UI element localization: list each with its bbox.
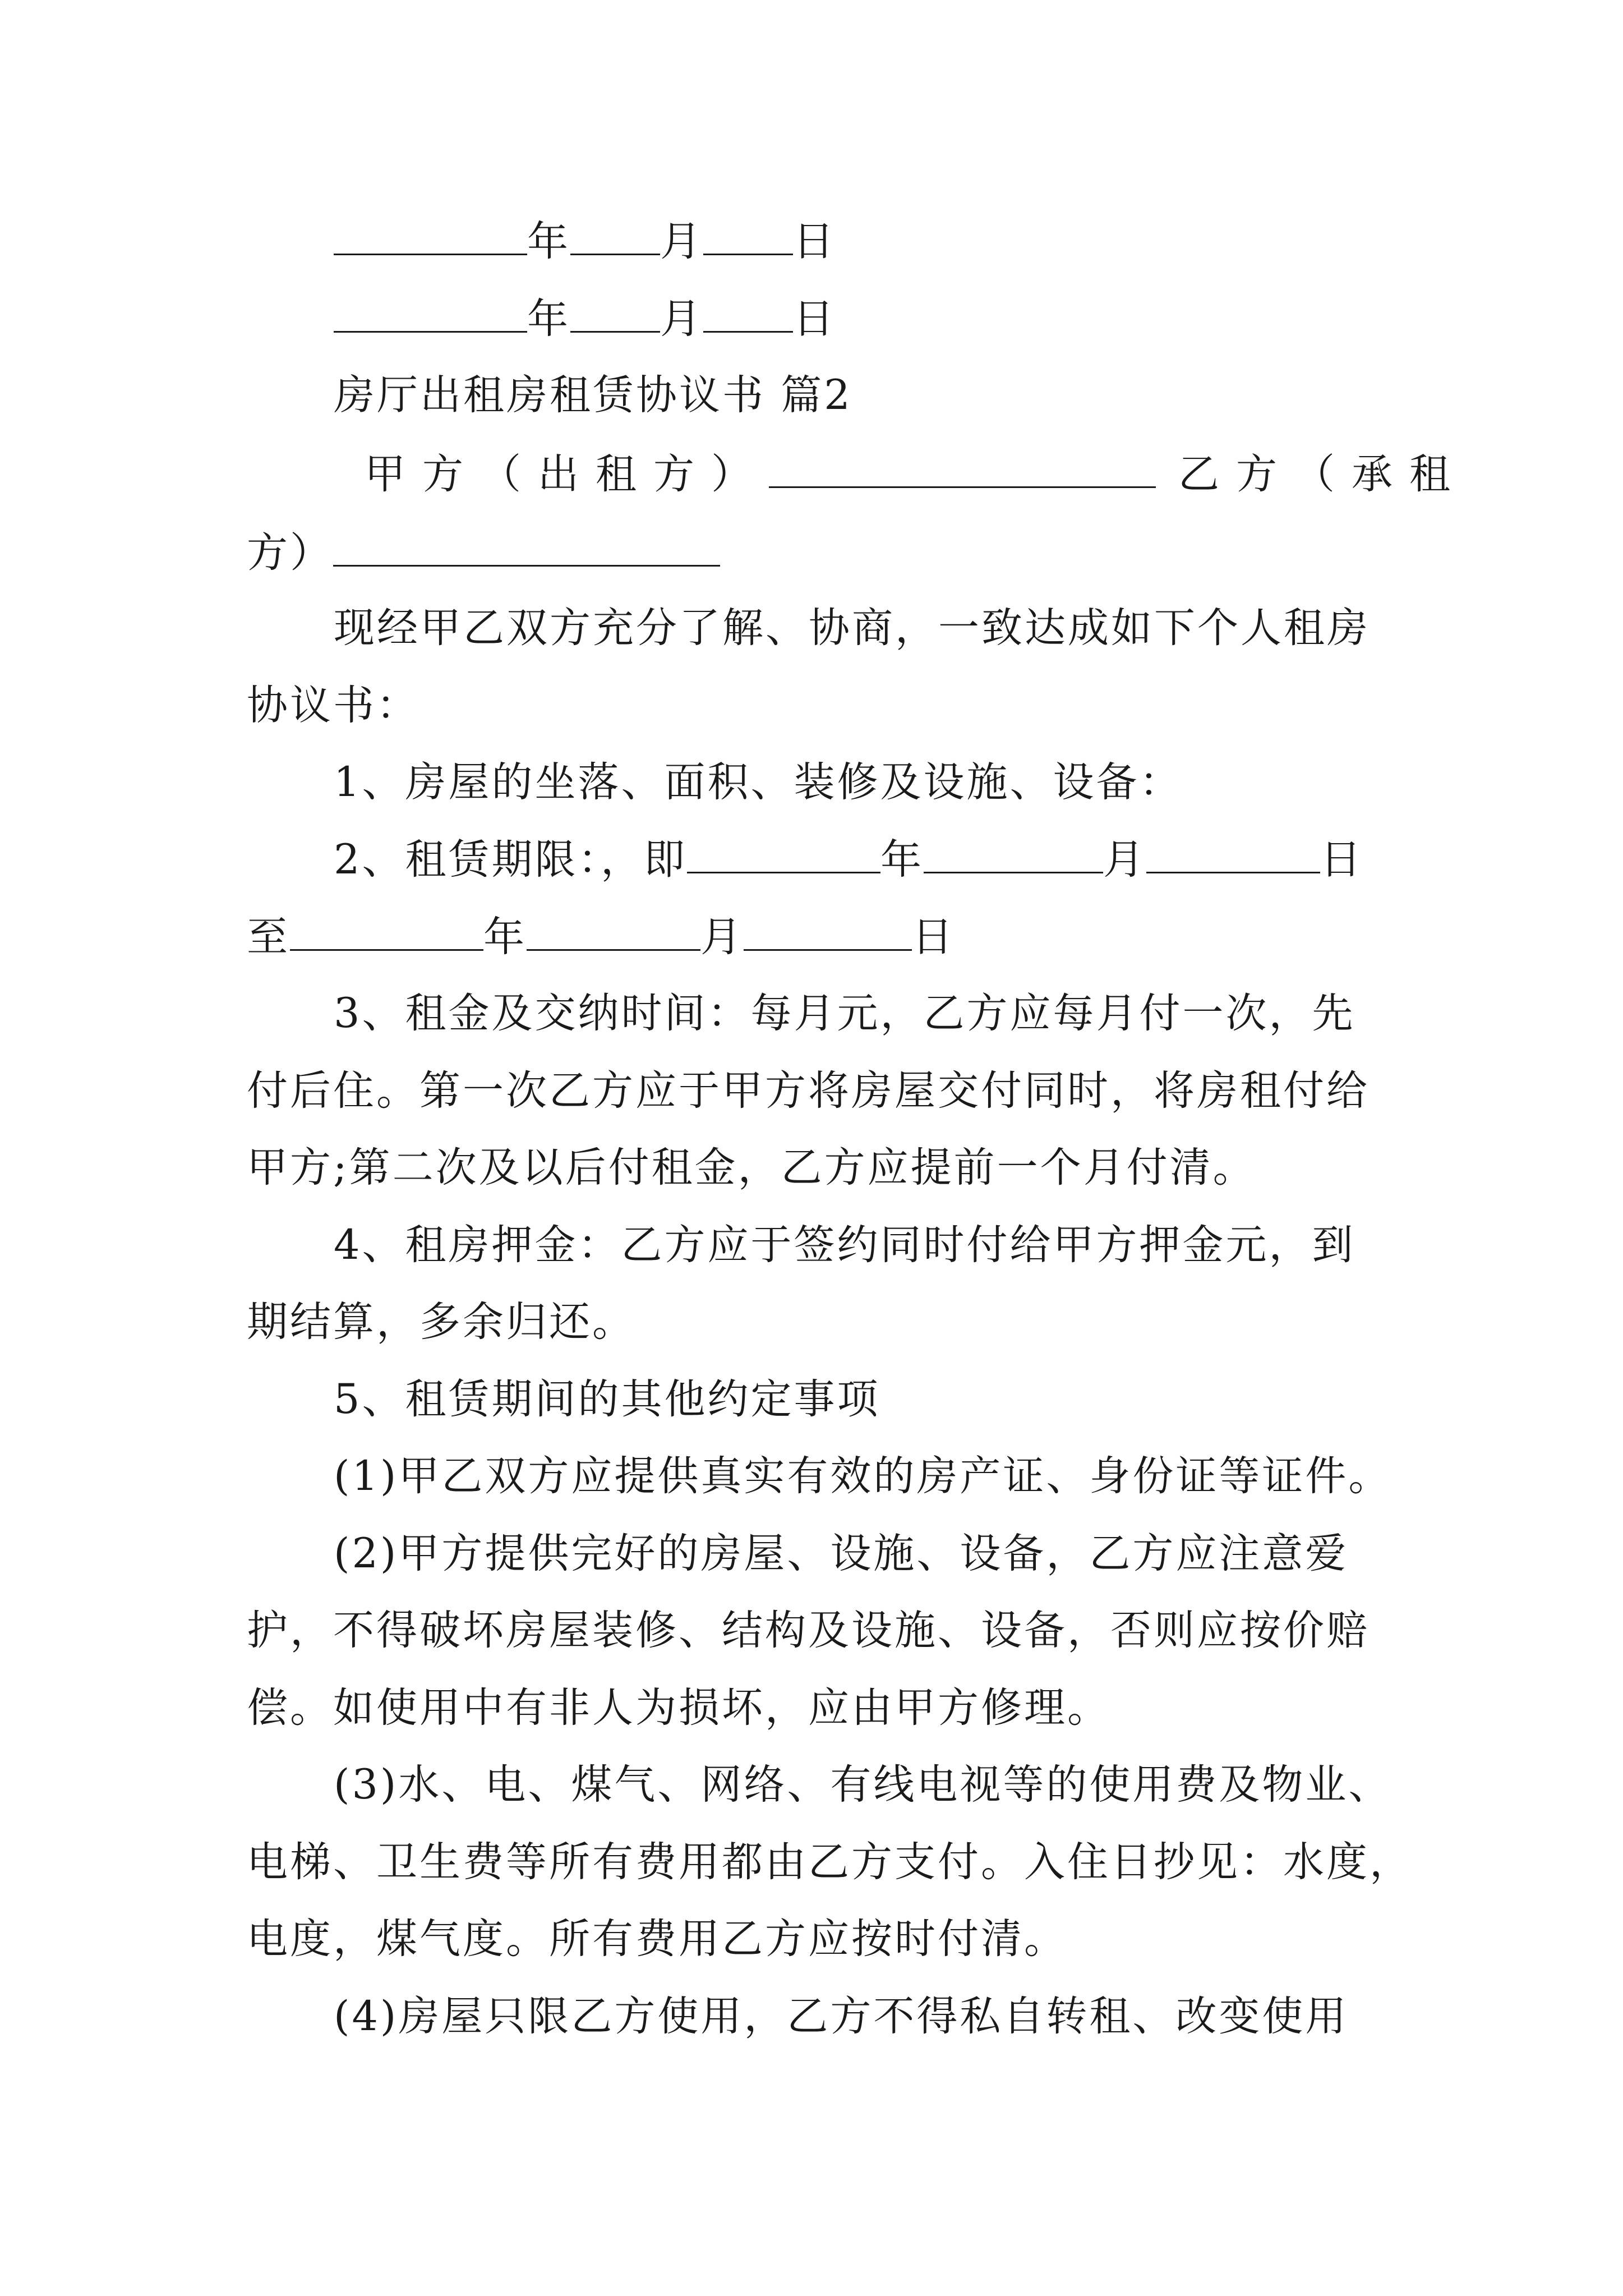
document-title: 房厅出租房租赁协议书 篇2 <box>334 371 852 419</box>
subclause-3-line-3: 电度，煤气度。所有费用乙方应按时付清。 <box>247 1915 1067 1963</box>
day-label: 日 <box>912 913 955 961</box>
clause-5: 5、租赁期间的其他约定事项 <box>334 1375 880 1423</box>
clause-2-line-1 <box>334 831 1363 887</box>
clause-2-line-2 <box>247 909 955 965</box>
subclause-2-line-2: 护，不得破坏房屋装修、结构及设施、设备，否则应按价赔 <box>247 1607 1370 1654</box>
intro-line-2: 协议书： <box>247 682 419 729</box>
blank-field <box>703 213 793 255</box>
blank-field <box>290 909 483 951</box>
day-label: 日 <box>1320 836 1363 884</box>
clause-3-line-3: 甲方;第二次及以后付租金，乙方应提前一个月付清。 <box>247 1144 1256 1191</box>
blank-field <box>334 213 527 255</box>
day-label: 日 <box>793 295 836 343</box>
date-line-2 <box>334 291 836 347</box>
party-b-label: 乙方（承租 <box>1178 450 1467 498</box>
clause-3-line-2: 付后住。第一次乙方应于甲方将房屋交付同时，将房租付给 <box>247 1067 1370 1115</box>
subclause-3-line-1: (3)水、电、煤气、网络、有线电视等的使用费及物业、 <box>334 1761 1392 1809</box>
party-b-label-cont: 方） <box>247 529 333 577</box>
blank-field <box>334 291 527 333</box>
clause-2-prefix: 2、租赁期限：，即 <box>334 836 687 884</box>
blank-field <box>703 291 793 333</box>
month-label: 月 <box>700 913 744 961</box>
blank-field <box>1146 831 1320 873</box>
day-label: 日 <box>793 218 836 265</box>
clause-1: 1、房屋的坐落、面积、装修及设施、设备： <box>334 758 1183 806</box>
parties-line-cont <box>247 524 720 581</box>
date-line-1 <box>334 213 836 269</box>
party-b-blank <box>333 524 720 567</box>
subclause-3-line-2: 电梯、卫生费等所有费用都由乙方支付。入住日抄见：水度， <box>247 1838 1413 1886</box>
subclause-2-line-1: (2)甲方提供完好的房屋、设施、设备，乙方应注意爱 <box>334 1530 1349 1577</box>
month-label: 月 <box>660 295 703 343</box>
clause-4-line-2: 期结算，多余归还。 <box>247 1298 635 1346</box>
blank-field <box>744 909 912 951</box>
year-label: 年 <box>527 218 570 265</box>
clause-3-line-1: 3、租金及交纳时间：每月元，乙方应每月付一次，先 <box>334 990 1355 1037</box>
month-label: 月 <box>660 218 703 265</box>
party-a-blank <box>769 446 1156 488</box>
year-label: 年 <box>483 913 527 961</box>
subclause-2-line-3: 偿。如使用中有非人为损坏，应由甲方修理。 <box>247 1684 1110 1732</box>
year-label: 年 <box>527 295 570 343</box>
party-a-label: 甲方（出租方） <box>365 450 769 498</box>
month-label: 月 <box>1103 836 1146 884</box>
subclause-1: (1)甲乙双方应提供真实有效的房产证、身份证等证件。 <box>334 1452 1392 1500</box>
parties-line <box>365 446 1467 502</box>
blank-field <box>527 909 700 951</box>
blank-field <box>570 291 660 333</box>
intro-line-1: 现经甲乙双方充分了解、协商，一致达成如下个人租房 <box>334 604 1370 652</box>
year-label: 年 <box>880 836 924 884</box>
to-label: 至 <box>247 913 290 961</box>
blank-field <box>687 831 880 873</box>
blank-field <box>924 831 1103 873</box>
blank-field <box>570 213 660 255</box>
subclause-4-line-1: (4)房屋只限乙方使用，乙方不得私自转租、改变使用 <box>334 1993 1349 2040</box>
clause-4-line-1: 4、租房押金：乙方应于签约同时付给甲方押金元，到 <box>334 1221 1355 1269</box>
